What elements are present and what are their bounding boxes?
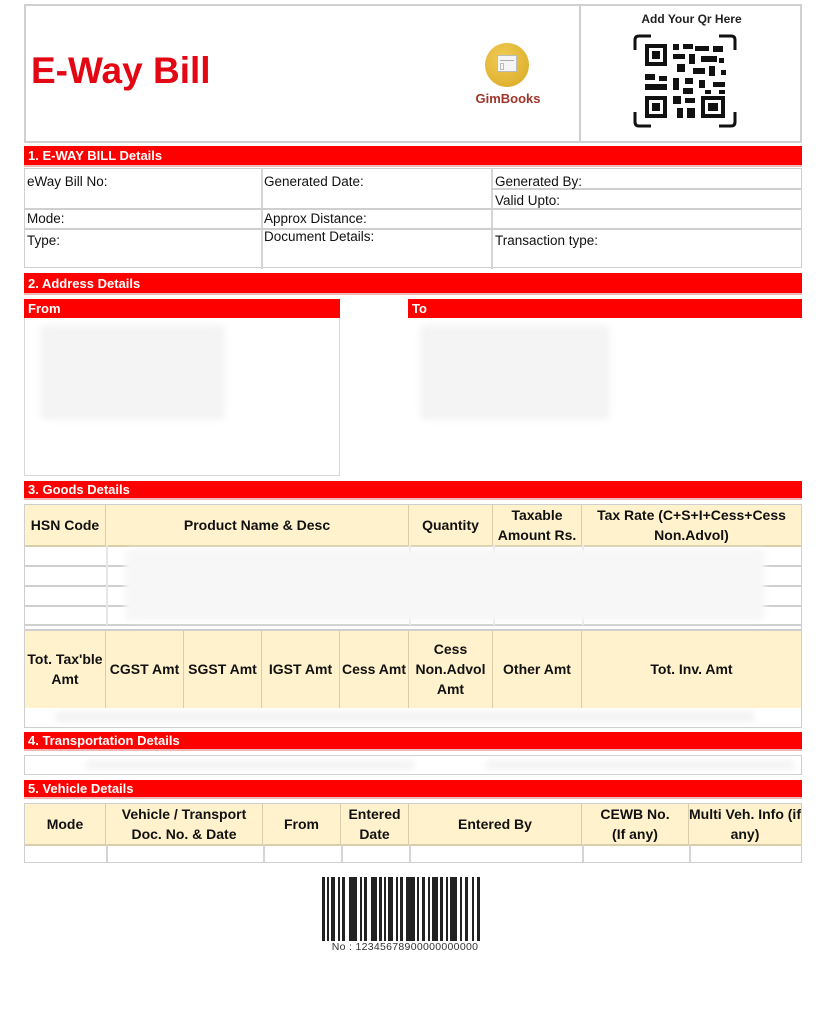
document-details-label: Document Details:	[264, 229, 375, 244]
col-tot-inv-amt: Tot. Inv. Amt	[582, 630, 801, 708]
type-label: Type:	[27, 233, 61, 248]
col-hsn-code: HSN Code	[25, 505, 106, 545]
transaction-type-label: Transaction type:	[495, 233, 599, 248]
qr-label: Add Your Qr Here	[641, 12, 742, 26]
eway-bill-no-label: eWay Bill No:	[27, 174, 108, 189]
section-vehicle-details-header: 5. Vehicle Details	[24, 780, 802, 799]
goods-table	[24, 504, 802, 728]
eway-details-table	[24, 168, 802, 268]
logo-text: GimBooks	[475, 91, 541, 106]
col-sgst-amt: SGST Amt	[184, 630, 262, 708]
totals-row-redacted	[55, 711, 755, 723]
generated-date-label: Generated Date:	[264, 174, 364, 189]
col-tax-rate: Tax Rate (C+S+I+Cess+Cess Non.Advol)	[582, 505, 801, 545]
col-quantity: Quantity	[409, 505, 493, 545]
barcode-number: No : 12345678900000000000	[331, 941, 479, 953]
col-cgst-amt: CGST Amt	[106, 630, 184, 708]
mode-label: Mode:	[27, 211, 65, 226]
valid-upto-label: Valid Upto:	[495, 193, 561, 208]
logo-circle-icon	[485, 43, 529, 87]
col-mode: Mode	[25, 804, 106, 844]
page-title: E-Way Bill	[31, 50, 211, 91]
col-taxable-amount: Taxable Amount Rs.	[493, 505, 582, 545]
col-entered-by: Entered By	[409, 804, 582, 844]
generated-by-label: Generated By:	[495, 174, 583, 189]
gimbooks-logo	[472, 43, 558, 113]
col-cewb-no: CEWB No. (If any)	[582, 804, 689, 844]
qr-code-icon	[633, 34, 737, 128]
vehicle-table	[24, 803, 802, 863]
section-goods-details-header: 3. Goods Details	[24, 481, 802, 500]
col-vehicle-transport-doc: Vehicle / Transport Doc. No. & Date	[106, 804, 263, 844]
col-igst-amt: IGST Amt	[262, 630, 340, 708]
col-cess-amt: Cess Amt	[340, 630, 409, 708]
from-address-redacted	[40, 325, 225, 420]
goods-rows-redacted	[125, 549, 765, 621]
transportation-details-row	[24, 755, 802, 775]
col-entered-date: Entered Date	[341, 804, 409, 844]
section-transportation-details-header: 4. Transportation Details	[24, 732, 802, 751]
col-tot-taxable-amt: Tot. Tax'ble Amt	[25, 630, 106, 708]
approx-distance-label: Approx Distance:	[264, 211, 367, 226]
col-from: From	[263, 804, 341, 844]
col-other-amt: Other Amt	[493, 630, 582, 708]
col-product-name: Product Name & Desc	[106, 505, 409, 545]
col-multi-veh-info: Multi Veh. Info (if any)	[689, 806, 801, 842]
section-eway-bill-details-header: 1. E-WAY BILL Details	[24, 146, 802, 167]
to-address-header: To	[408, 299, 802, 318]
from-address-header: From	[24, 299, 340, 318]
to-address-redacted	[420, 325, 610, 420]
barcode-icon	[322, 877, 484, 941]
col-cess-non-advol-amt: Cess Non.Advol Amt	[409, 630, 493, 708]
section-address-details-header: 2. Address Details	[24, 273, 802, 295]
